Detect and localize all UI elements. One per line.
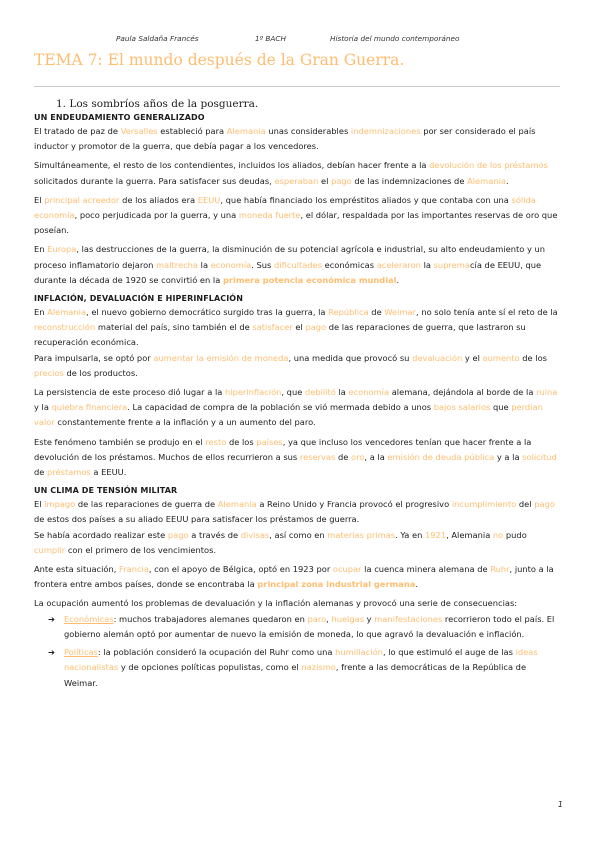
highlighted-text: pago bbox=[167, 529, 189, 540]
text-run: , ya que incluso los vencedores tenían que hacer frente a la devolución de los préstamos. Muchos de ellos recurrieron a sus bbox=[34, 436, 532, 462]
arrow-right-icon: ➔ bbox=[48, 613, 55, 624]
text-run: de las reparaciones de guerra, que lastraron su recuperación económica. bbox=[34, 322, 526, 348]
text-run: , bbox=[326, 613, 332, 624]
text-run: Ante esta situación, bbox=[34, 564, 120, 575]
highlighted-text: aumento bbox=[482, 352, 520, 363]
highlighted-text: Francia bbox=[119, 564, 149, 575]
paragraph bbox=[34, 596, 560, 611]
highlighted-text: perdían valor bbox=[34, 402, 543, 428]
text-run: a través de bbox=[188, 529, 241, 540]
highlighted-text: materias primas bbox=[327, 529, 396, 540]
highlighted-text: Políticas bbox=[64, 647, 98, 658]
highlighted-text: cumplir bbox=[34, 544, 66, 555]
text-run: En bbox=[34, 244, 48, 255]
highlighted-text: principal zona industrial germana bbox=[257, 579, 416, 590]
highlighted-text: bajos salarios bbox=[433, 402, 491, 413]
text-run: La ocupación aumentó los problemas de devaluación y la inflación alemanas y provocó una serie de consecuencias: bbox=[34, 598, 518, 609]
text-run: Se había acordado realizar este bbox=[34, 529, 168, 540]
text-run: material del país, sino también el de bbox=[95, 322, 253, 333]
text-run: unas considerables bbox=[265, 126, 351, 136]
paragraph bbox=[34, 435, 560, 481]
paragraph bbox=[34, 562, 560, 592]
text-run: . bbox=[415, 579, 418, 590]
page-number: 1 bbox=[557, 800, 563, 809]
text-run: El bbox=[34, 499, 45, 510]
text-run: , el dólar, respaldada por las importantes reservas de oro que poseían. bbox=[34, 210, 558, 236]
text-run: El bbox=[34, 194, 45, 205]
highlighted-text: Versalles bbox=[120, 126, 158, 136]
highlighted-text: humillación bbox=[335, 647, 383, 658]
text-run: . bbox=[505, 175, 509, 186]
highlighted-text: paro bbox=[307, 613, 327, 624]
text-run: y de opciones políticas populistas, como el bbox=[118, 662, 302, 673]
highlighted-text: no bbox=[492, 529, 504, 540]
list-item bbox=[48, 612, 560, 642]
highlighted-text: esperaban bbox=[274, 175, 319, 186]
text-run: , con el apoyo de Bélgica, optó en 1923 por bbox=[148, 564, 333, 575]
paragraph bbox=[34, 497, 560, 527]
subheading-tension-militar: UN CLIMA DE TENSIÓN MILITAR bbox=[34, 486, 178, 496]
highlighted-text: Alemania bbox=[217, 499, 257, 510]
highlighted-text: nazismo bbox=[301, 662, 336, 673]
highlighted-text: impago bbox=[44, 499, 76, 510]
subheading-inflacion: INFLACIÓN, DEVALUACIÓN E HIPERINFLACIÓN bbox=[34, 294, 244, 304]
text-run: , que había financiado los empréstitos aliados y que contaba con una bbox=[220, 194, 512, 205]
highlighted-text: aumentar la emisión de moneda bbox=[153, 352, 289, 363]
text-run: solicitados durante la guerra. Para satisfacer sus deudas, bbox=[34, 175, 275, 186]
text-run: y a la bbox=[494, 451, 523, 462]
paragraph bbox=[34, 158, 560, 188]
consequences-list bbox=[48, 612, 560, 691]
text-run: , que bbox=[281, 387, 305, 398]
text-run: , frente a las democráticas de la República de Weimar. bbox=[64, 662, 527, 688]
text-run: Para impulsarla, se optó por bbox=[34, 352, 154, 363]
highlighted-text: sólida economía bbox=[34, 194, 536, 221]
text-run: a Reino Unido y Francia provocó el progresivo bbox=[256, 499, 452, 510]
highlighted-text: incumplimiento bbox=[451, 499, 517, 510]
highlighted-text: precios bbox=[34, 367, 64, 378]
text-run: de los bbox=[519, 352, 548, 363]
text-run: Este fenómeno también se produjo en el bbox=[34, 436, 206, 447]
text-run: la bbox=[420, 259, 434, 270]
page-title: TEMA 7: El mundo después de la Gran Guerra. bbox=[34, 51, 405, 69]
highlighted-text: devolución de los préstamos bbox=[429, 160, 548, 171]
highlighted-text: reconstrucción bbox=[34, 322, 96, 333]
highlighted-text: hiperinflación bbox=[224, 387, 282, 398]
list-item-text bbox=[64, 647, 538, 687]
header-subject: Historia del mundo contemporáneo bbox=[330, 34, 460, 43]
highlighted-text: maltrecha bbox=[156, 259, 199, 270]
text-run: La persistencia de este proceso dió lugar a la bbox=[34, 387, 225, 398]
list-item-text bbox=[64, 614, 554, 639]
highlighted-text: manifestaciones bbox=[374, 613, 443, 624]
text-run: cía de EEUU, que durante la década de 1920 se convirtió en la bbox=[34, 259, 542, 285]
text-run: de las indemnizaciones de bbox=[351, 175, 468, 186]
text-run: , una medida que provocó su bbox=[288, 352, 413, 363]
highlighted-text: Económicas bbox=[64, 613, 114, 624]
highlighted-text: indemnizaciones bbox=[350, 126, 421, 136]
text-run: . Ya en bbox=[395, 529, 425, 540]
highlighted-text: Alemania bbox=[467, 175, 506, 186]
text-run: de bbox=[368, 307, 385, 318]
highlighted-text: satisfacer bbox=[252, 322, 293, 333]
highlighted-text: países bbox=[256, 436, 283, 447]
paragraph bbox=[34, 385, 560, 431]
subheading-endeudamiento: UN ENDEUDAMIENTO GENERALIZADO bbox=[34, 113, 205, 122]
document-body bbox=[34, 97, 560, 694]
text-run: de las reparaciones de guerra de bbox=[75, 499, 218, 510]
highlighted-text: 1921 bbox=[424, 529, 447, 540]
text-run: El tratado de paz de bbox=[34, 126, 121, 136]
text-run: de bbox=[335, 451, 352, 462]
text-run: económicas bbox=[321, 259, 377, 270]
highlighted-text: pago bbox=[305, 322, 327, 333]
text-run: . La capacidad de compra de la población se vió mermada debido a unos bbox=[127, 402, 434, 413]
text-run: de los bbox=[226, 436, 257, 447]
highlighted-text: debilitó bbox=[304, 387, 336, 398]
highlighted-text: oro bbox=[351, 451, 365, 462]
text-run: : muchos trabajadores alemanes quedaron en bbox=[113, 613, 308, 624]
header-course: 1º BACH bbox=[255, 34, 286, 43]
text-run: de estos dos países a su aliado EEUU para satisfacer los préstamos de guerra. bbox=[34, 514, 360, 525]
highlighted-text: quiebra financiera bbox=[51, 402, 128, 413]
text-run: el bbox=[318, 175, 332, 186]
text-run: , junto a la frontera entre ambos países, donde se encontraba la bbox=[34, 564, 554, 590]
paragraph bbox=[34, 528, 560, 558]
text-run: , no solo tenía ante sí el reto de la bbox=[416, 307, 558, 318]
text-run: , las destrucciones de la guerra, la disminución de su potencial agrícola e industrial, su alto endeudamiento y un proceso inflamatorio dejaron bbox=[34, 244, 546, 270]
highlighted-text: ruina bbox=[536, 387, 558, 398]
text-run: de los productos. bbox=[63, 367, 138, 378]
highlighted-text: ocupar bbox=[332, 564, 362, 575]
text-run: , así como en bbox=[269, 529, 328, 540]
highlighted-text: EEUU bbox=[197, 194, 221, 205]
highlighted-text: Europa bbox=[47, 244, 77, 255]
highlighted-text: resto bbox=[205, 436, 227, 447]
highlighted-text: economía bbox=[348, 387, 390, 398]
highlighted-text: primera potencia económica mundial bbox=[222, 274, 397, 285]
text-run: Simultáneamente, el resto de los contendientes, incluidos los aliados, debían hacer frente a la bbox=[34, 160, 430, 171]
highlighted-text: Weimar bbox=[384, 307, 417, 318]
highlighted-text: República bbox=[328, 307, 369, 318]
section-heading: 1. Los sombríos años de la posguerra. bbox=[56, 98, 259, 110]
text-run: de bbox=[34, 467, 48, 478]
text-run: y el bbox=[462, 352, 483, 363]
paragraph bbox=[34, 242, 560, 288]
text-run: recorrieron todo el país. El gobierno alemán optó por aumentar de nuevo la emisión de moneda, lo que agravó la devaluación e inflación. bbox=[64, 613, 555, 639]
text-run: con el primero de los vencimientos. bbox=[65, 544, 217, 555]
arrow-right-icon: ➔ bbox=[48, 647, 55, 658]
highlighted-text: emisión de deuda pública bbox=[387, 451, 495, 462]
text-run: , el nuevo gobierno democrático surgido tras la guerra, la bbox=[86, 307, 329, 318]
text-run: , lo que estimuló el auge de las bbox=[382, 647, 516, 658]
text-run: estableció para bbox=[157, 126, 227, 136]
text-run: , a la bbox=[364, 451, 388, 462]
paragraph bbox=[34, 351, 560, 381]
text-run: , Alemania bbox=[446, 529, 493, 540]
paragraph bbox=[34, 124, 560, 154]
text-run: , poco perjudicada por la guerra, y una bbox=[74, 210, 239, 221]
title-divider bbox=[34, 86, 560, 87]
highlighted-text: huelgas bbox=[331, 613, 365, 624]
text-run: la cuenca minera alemana de bbox=[361, 564, 491, 575]
highlighted-text: reservas bbox=[299, 451, 336, 462]
highlighted-text: dificultades bbox=[274, 259, 322, 270]
text-run: el bbox=[292, 322, 306, 333]
highlighted-text: suprema bbox=[433, 259, 470, 270]
highlighted-text: pago bbox=[534, 499, 555, 510]
text-run: por ser considerado el país inductor y promotor de la guerra, que debía pagar a los vencedores. bbox=[34, 126, 536, 152]
text-run: pudo bbox=[503, 529, 527, 540]
text-run: constantemente frente a la inflación y a un aumento del paro. bbox=[54, 417, 316, 428]
list-item bbox=[48, 645, 560, 691]
highlighted-text: solicitud bbox=[522, 451, 557, 462]
highlighted-text: aceleraron bbox=[376, 259, 421, 270]
paragraph bbox=[34, 305, 560, 351]
header-author: Paula Saldaña Francés bbox=[116, 34, 199, 43]
highlighted-text: Ruhr bbox=[490, 564, 510, 575]
highlighted-text: Alemania bbox=[226, 126, 266, 136]
text-run: : la población consideró la ocupación del Ruhr como una bbox=[97, 647, 336, 658]
text-run: y la bbox=[34, 402, 52, 413]
text-run: del bbox=[516, 499, 535, 510]
highlighted-text: economía bbox=[210, 259, 252, 270]
highlighted-text: moneda fuerte bbox=[238, 210, 301, 221]
text-run: la bbox=[335, 387, 349, 398]
highlighted-text: Alemania bbox=[47, 307, 87, 318]
text-run: En bbox=[34, 307, 48, 318]
highlighted-text: ideas nacionalistas bbox=[64, 647, 538, 673]
highlighted-text: préstamos bbox=[47, 467, 91, 478]
text-run: alemana, dejándola al borde de la bbox=[389, 387, 537, 398]
text-run: y bbox=[364, 613, 375, 624]
paragraph bbox=[34, 193, 560, 239]
text-run: . bbox=[396, 274, 400, 285]
highlighted-text: pago bbox=[331, 175, 352, 186]
highlighted-text: devaluación bbox=[412, 352, 463, 363]
text-run: de los aliados era bbox=[119, 194, 198, 205]
text-run: que bbox=[490, 402, 512, 413]
text-run: la bbox=[198, 259, 211, 270]
text-run: a EEUU. bbox=[90, 467, 127, 478]
highlighted-text: divisas bbox=[240, 529, 270, 540]
text-run: . Sus bbox=[251, 259, 275, 270]
highlighted-text: principal acreedor bbox=[44, 194, 120, 205]
